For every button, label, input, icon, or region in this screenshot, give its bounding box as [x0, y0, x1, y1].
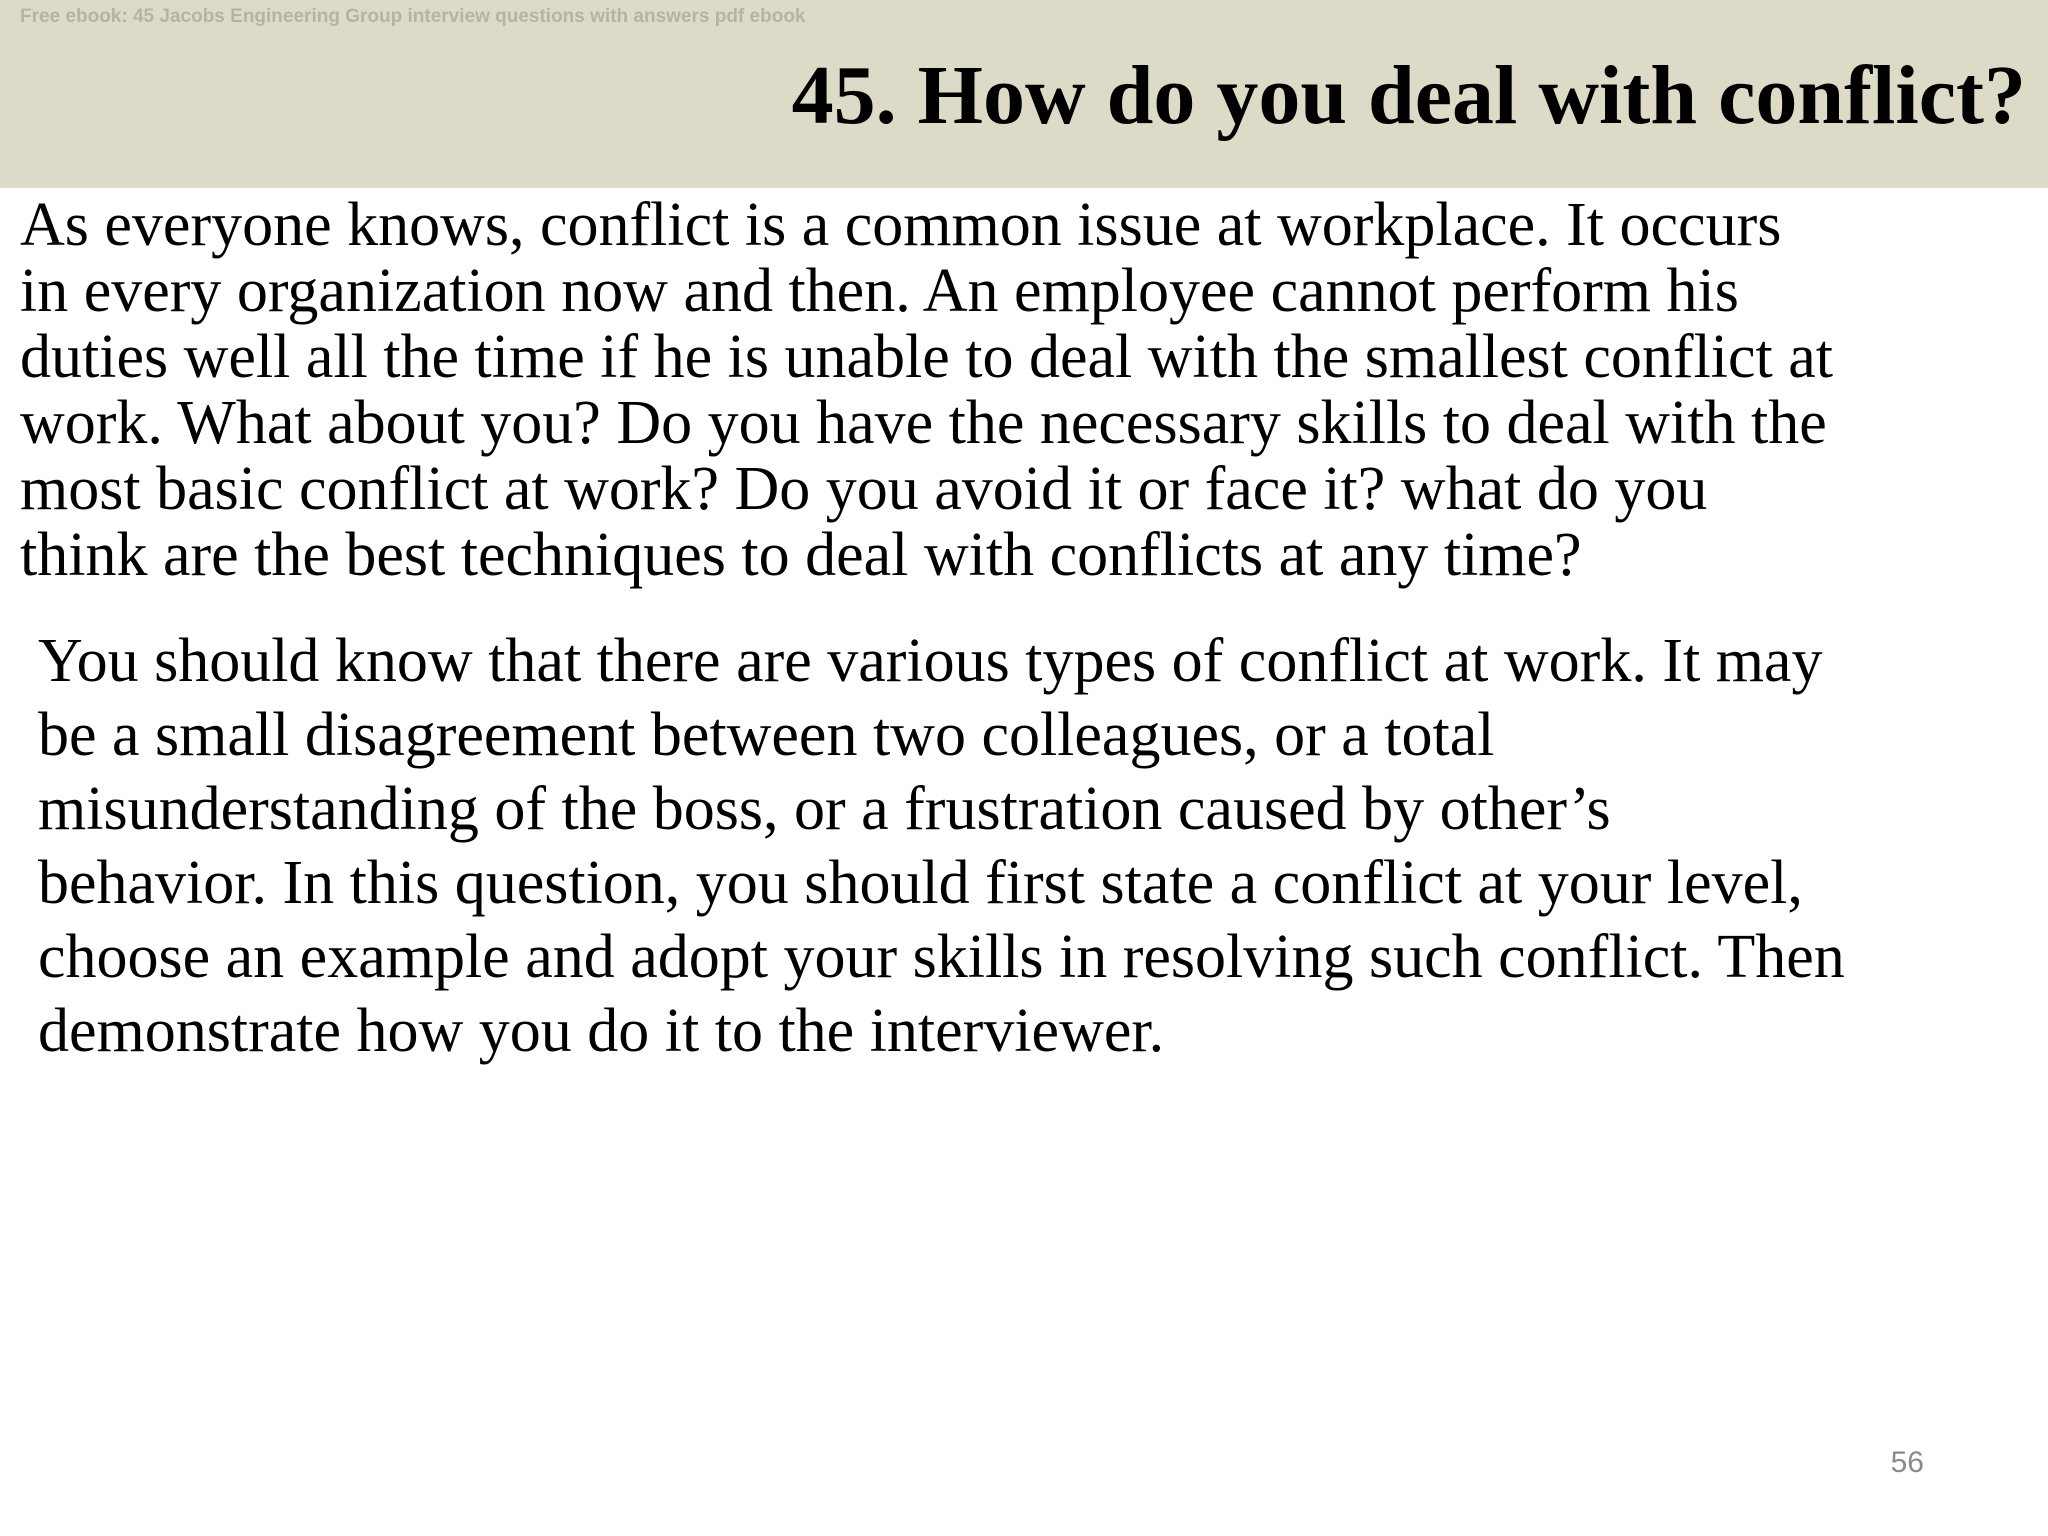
- question-line: duties well all the time if he is unable to deal with the smallest conflict at: [20, 323, 1834, 391]
- question-line: As everyone knows, conflict is a common issue at workplace. It occurs: [20, 191, 1782, 259]
- question-paragraph: [20, 192, 2030, 588]
- answer-line: choose an example and adopt your skills in resolving such conflict. Then: [38, 923, 1845, 991]
- answer-line: misunderstanding of the boss, or a frustration caused by other’s: [38, 775, 1611, 843]
- answer-line: behavior. In this question, you should first state a conflict at your level,: [38, 849, 1803, 917]
- page-number: 56: [1890, 1446, 1924, 1479]
- answer-line: be a small disagreement between two colleagues, or a total: [38, 701, 1495, 769]
- question-line: most basic conflict at work? Do you avoid it or face it? what do you: [20, 455, 1708, 523]
- question-line: in every organization now and then. An employee cannot perform his: [20, 257, 1739, 325]
- ebook-banner: Free ebook: 45 Jacobs Engineering Group interview questions with answers pdf ebook: [20, 6, 806, 27]
- answer-line: demonstrate how you do it to the interviewer.: [38, 997, 1165, 1065]
- answer-line: You should know that there are various types of conflict at work. It may: [38, 627, 1823, 695]
- question-line: work. What about you? Do you have the necessary skills to deal with the: [20, 389, 1827, 457]
- header-band: [0, 0, 2048, 188]
- slide-title: 45. How do you deal with conflict?: [791, 49, 2026, 142]
- question-line: think are the best techniques to deal with conflicts at any time?: [20, 521, 1582, 589]
- answer-paragraph: [38, 624, 2028, 1068]
